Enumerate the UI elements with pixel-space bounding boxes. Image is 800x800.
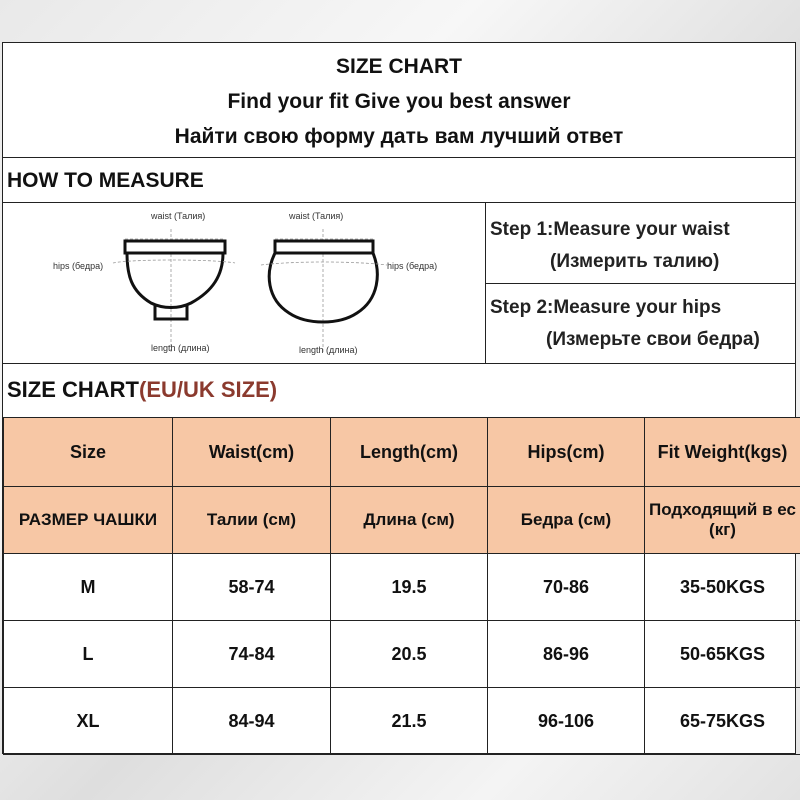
header-title: SIZE CHART: [336, 55, 462, 78]
hips-cell: 86-96: [488, 621, 645, 688]
header-cell: Талии (см): [173, 487, 331, 554]
size-table: [3, 417, 800, 755]
header-cell: Бедра (см): [488, 487, 645, 554]
step-1-text-ru: (Измерить талию): [550, 251, 720, 272]
size-chart-title-region: (EU/UK SIZE): [139, 377, 278, 402]
waist-cell: 84-94: [173, 688, 331, 755]
how-to-measure-title: HOW TO MEASURE: [7, 169, 204, 192]
header-row-en: [4, 418, 800, 487]
header-subtitle-ru: Найти свою форму дать вам лучший ответ: [174, 125, 624, 148]
length-cell: 19.5: [331, 554, 488, 621]
waist-cell: 58-74: [173, 554, 331, 621]
length-cell: 20.5: [331, 621, 488, 688]
fig2-waist-label: waist (Талия): [289, 211, 344, 221]
size-cell: M: [4, 554, 173, 621]
step-1-text: Step 1:Measure your waist: [490, 219, 730, 240]
header-cell: Length(cm): [331, 418, 488, 487]
header-cell: Size: [4, 418, 173, 487]
step-2-box: [486, 283, 795, 363]
step-2-text-ru: (Измерьте свои бедра): [546, 329, 760, 350]
step-2-text: Step 2:Measure your hips: [490, 297, 722, 318]
fig2-length-label: length (длина): [299, 345, 358, 355]
step-1-box: [486, 203, 795, 284]
header-cell: Подходящий в ес (кг): [645, 487, 800, 554]
header-row-ru: [4, 487, 800, 554]
size-cell: L: [4, 621, 173, 688]
header-cell: Fit Weight(kgs): [645, 418, 800, 487]
size-chart-title: [7, 377, 277, 403]
header-cell: Waist(cm): [173, 418, 331, 487]
briefs-front-figure: [53, 211, 235, 353]
briefs-back-figure: [261, 211, 437, 355]
header-cell: РАЗМЕР ЧАШКИ: [4, 487, 173, 554]
fig1-length-label: length (длина): [151, 343, 210, 353]
hips-cell: 96-106: [488, 688, 645, 755]
fig1-hips-label: hips (бедра): [53, 261, 104, 271]
fig2-hips-label: hips (бедра): [387, 261, 438, 271]
chart-header: [3, 43, 795, 158]
weight-cell: 50-65KGS: [645, 621, 800, 688]
size-chart-title-main: SIZE CHART: [7, 377, 139, 402]
header-subtitle-en: Find your fit Give you best answer: [227, 90, 571, 113]
hips-cell: 70-86: [488, 554, 645, 621]
table-row: [4, 621, 800, 688]
table-row: [4, 554, 800, 621]
length-cell: 21.5: [331, 688, 488, 755]
waist-cell: 74-84: [173, 621, 331, 688]
table-row: [4, 688, 800, 755]
weight-cell: 65-75KGS: [645, 688, 800, 755]
fig1-waist-label: waist (Талия): [151, 211, 206, 221]
size-chart-sheet: [2, 42, 796, 754]
header-cell: Hips(cm): [488, 418, 645, 487]
weight-cell: 35-50KGS: [645, 554, 800, 621]
briefs-illustration: [3, 203, 485, 363]
size-cell: XL: [4, 688, 173, 755]
header-cell: Длина (см): [331, 487, 488, 554]
measure-figures: [3, 203, 486, 363]
how-to-measure-section: [3, 202, 795, 364]
